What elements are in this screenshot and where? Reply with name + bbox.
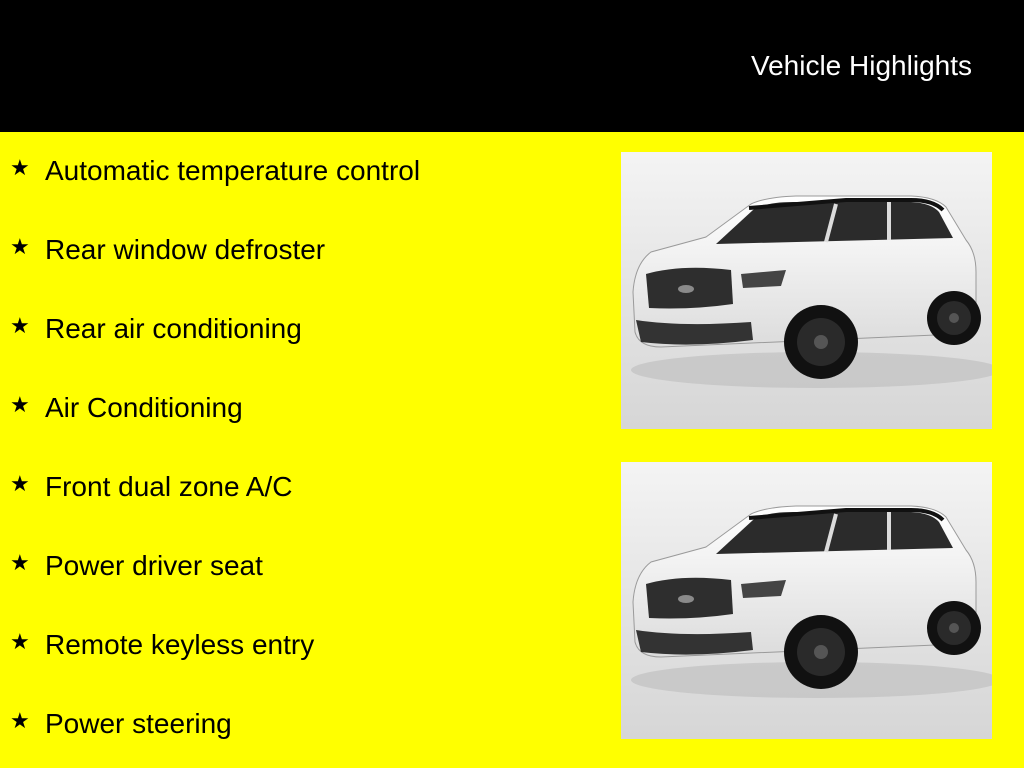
vehicle-photo [621,462,992,739]
feature-label: Rear window defroster [45,234,326,265]
star-icon: ★ [10,156,30,181]
feature-label: Rear air conditioning [45,313,302,344]
star-icon: ★ [10,709,30,734]
star-icon: ★ [10,472,30,497]
feature-label: Air Conditioning [45,392,243,423]
star-icon: ★ [10,551,30,576]
feature-label: Power steering [45,708,232,739]
list-item [0,310,600,350]
list-item [0,231,600,271]
list-item [0,547,600,587]
feature-label: Power driver seat [45,550,263,581]
feature-label: Remote keyless entry [45,629,315,660]
list-item [0,705,600,745]
vehicle-photo [621,152,992,429]
list-item [0,152,600,192]
list-item [0,468,600,508]
star-icon: ★ [10,393,30,418]
star-icon: ★ [10,235,30,260]
suv-illustration [621,152,992,429]
list-item [0,389,600,429]
header-bar [0,0,1024,132]
content-area [0,132,1024,768]
page-title: Vehicle Highlights [750,50,972,81]
star-icon: ★ [10,314,30,339]
list-item [0,626,600,666]
feature-label: Front dual zone A/C [45,471,293,502]
suv-illustration [621,462,992,739]
feature-label: Automatic temperature control [45,155,421,186]
star-icon: ★ [10,630,30,655]
